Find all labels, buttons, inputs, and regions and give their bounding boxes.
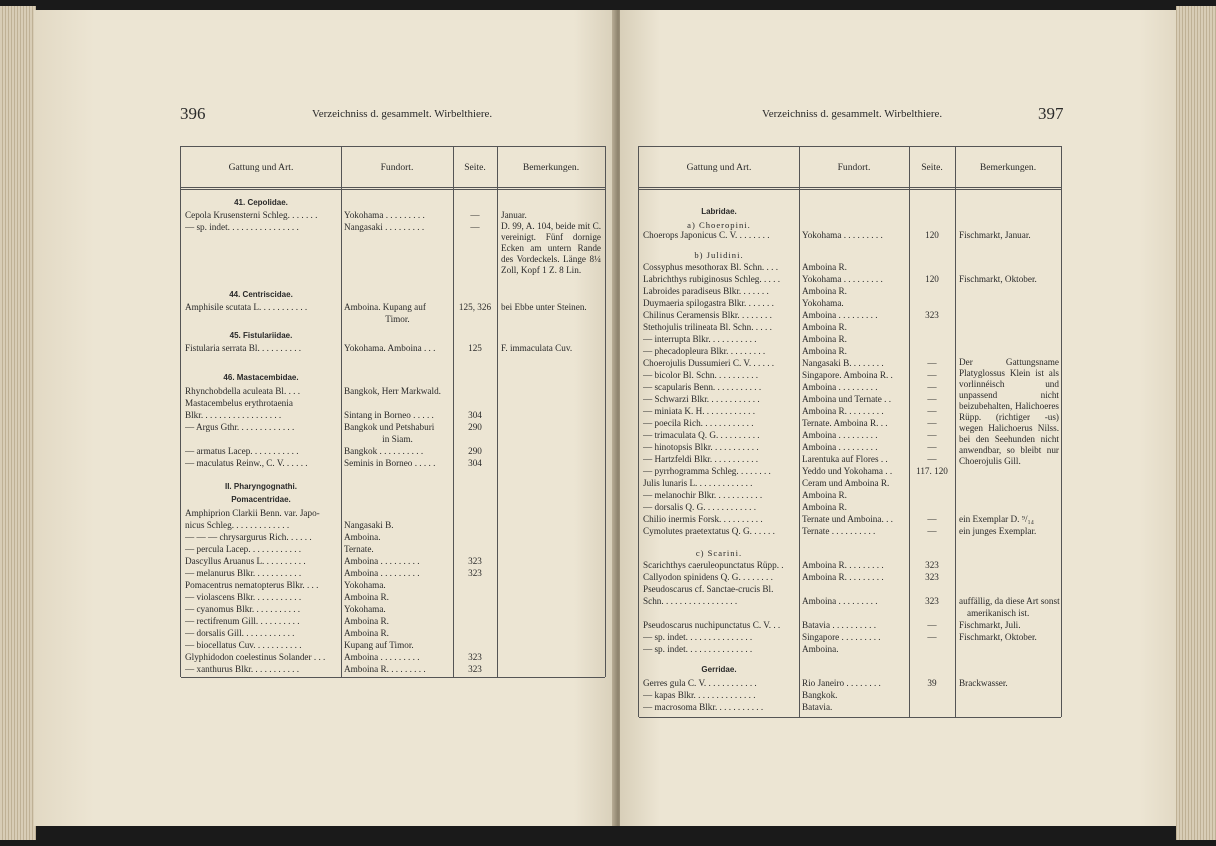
locality-continued: Timor.	[385, 314, 410, 324]
page-reference: —	[927, 382, 937, 392]
species-name: — dorsalis Q. G. . . . . . . . . . . .	[643, 502, 757, 512]
subfamily-heading: a) Choeropini.	[687, 220, 751, 230]
locality: Bangkok . . . . . . . . . .	[344, 446, 424, 456]
column-header: Fundort.	[837, 161, 871, 173]
page-reference: 290	[468, 422, 482, 432]
species-name: — xanthurus Blkr. . . . . . . . . . .	[185, 664, 300, 674]
species-name: — bicolor Bl. Schn. . . . . . . . . .	[643, 370, 759, 380]
page-reference: —	[927, 358, 937, 368]
subfamily-heading: c) Scarini.	[695, 548, 743, 558]
species-name: Mastacembelus erythrotaenia	[185, 398, 293, 408]
locality: Amboina R.	[802, 346, 847, 356]
page-reference: —	[927, 454, 937, 464]
page-reference: 323	[925, 310, 939, 320]
species-name: Pomacentrus nematopterus Blkr. . . .	[185, 580, 319, 590]
family-heading: II. Pharyngognathi.	[224, 482, 297, 491]
species-name: Glyphidodon coelestinus Solander . . .	[185, 652, 326, 662]
page-reference: 304	[468, 410, 482, 420]
species-name: — sp. indet. . . . . . . . . . . . . . . .	[185, 222, 299, 232]
species-name: Cymolutes praetextatus Q. G. . . . . .	[643, 526, 775, 536]
locality: Amboina . . . . . . . . .	[344, 556, 420, 566]
column-rule	[955, 147, 956, 717]
species-name: — miniata K. H. . . . . . . . . . . .	[643, 406, 756, 416]
page-reference: —	[470, 222, 480, 232]
locality: Larentuka auf Flores . .	[802, 454, 888, 464]
subfamily-heading: b) Julidini.	[694, 250, 744, 260]
species-name: — hinotopsis Blkr. . . . . . . . . . .	[643, 442, 759, 452]
species-name: Rhynchobdella aculeata Bl. . . .	[185, 386, 301, 396]
locality: Yokohama.	[344, 604, 386, 614]
page-reference: —	[927, 418, 937, 428]
locality: Amboina R. . . . . . . . .	[802, 572, 884, 582]
species-name: — violascens Blkr. . . . . . . . . . .	[185, 592, 302, 602]
locality: Amboina R.	[802, 322, 847, 332]
page-reference: 323	[468, 568, 482, 578]
page-reference: —	[927, 632, 937, 642]
page-reference: 323	[468, 556, 482, 566]
locality: Amboina . . . . . . . . .	[802, 310, 878, 320]
locality: Amboina . . . . . . . . .	[344, 568, 420, 578]
species-name: Amphiprion Clarkii Benn. var. Japo-	[185, 508, 320, 518]
locality: Bangkok und Petshaburi	[344, 422, 435, 432]
locality: Nangasaki . . . . . . . . .	[344, 222, 425, 232]
locality: Yokohama . . . . . . . . .	[802, 230, 883, 240]
species-name: — — — chrysargurus Rich. . . . . .	[185, 532, 312, 542]
locality: Amboina.	[802, 644, 839, 654]
species-name: nicus Schleg. . . . . . . . . . . . .	[185, 520, 290, 530]
remark: F. immaculata Cuv.	[501, 343, 573, 353]
locality: Nangasaki B.	[344, 520, 394, 530]
species-name: — rectifrenum Gill. . . . . . . . . .	[185, 616, 300, 626]
page-reference: 323	[925, 572, 939, 582]
species-name: Scarichthys caeruleopunctatus Rüpp. .	[643, 560, 784, 570]
locality: Amboina.	[344, 532, 381, 542]
species-name: Pseudoscarus nuchipunctatus C. V. . .	[643, 620, 781, 630]
locality: Seminis in Borneo . . . . .	[344, 458, 436, 468]
family-heading: 45. Fistulariidae.	[229, 331, 293, 340]
page-reference: —	[927, 526, 937, 536]
page-reference: —	[927, 430, 937, 440]
book-edge-right	[1176, 6, 1216, 840]
column-header: Bemerkungen.	[979, 161, 1037, 173]
column-rule	[799, 147, 800, 717]
running-head: Verzeichniss d. gesammelt. Wirbelthiere.	[312, 108, 493, 120]
locality: Amboina . . . . . . . . .	[802, 382, 878, 392]
page-reference: 290	[468, 446, 482, 456]
locality: Amboina R.	[344, 628, 389, 638]
header-rule	[181, 189, 605, 190]
species-name: Blkr. . . . . . . . . . . . . . . . . .	[185, 410, 282, 420]
species-name: — maculatus Reinw., C. V. . . . . .	[185, 458, 308, 468]
species-name: Chilio inermis Forsk. . . . . . . . . .	[643, 514, 763, 524]
species-name: — scapularis Benn. . . . . . . . . . .	[643, 382, 762, 392]
remark: Fischmarkt, Juli.	[959, 620, 1021, 630]
species-name: Duymaeria spilogastra Blkr. . . . . . .	[643, 298, 774, 308]
locality: Yokohama. Amboina . . .	[344, 343, 436, 353]
page-number: 397	[1038, 104, 1064, 123]
species-name: Cossyphus mesothorax Bl. Schn. . . .	[643, 262, 779, 272]
species-name: Choerojulis Dussumieri C. V. . . . . .	[643, 358, 775, 368]
locality: Yeddo und Yokohama . .	[802, 466, 893, 476]
species-name: — macrosoma Blkr. . . . . . . . . . .	[643, 702, 764, 712]
species-name: Chilinus Ceramensis Blkr. . . . . . . .	[643, 310, 772, 320]
species-name: Amphisile scutata L. . . . . . . . . . .	[185, 302, 308, 312]
species-name: — sp. indet. . . . . . . . . . . . . . .	[643, 632, 753, 642]
species-name: — armatus Lacep. . . . . . . . . . .	[185, 446, 299, 456]
species-table	[638, 146, 1062, 717]
remark: bei Ebbe unter Steinen.	[501, 302, 587, 312]
locality-continued: in Siam.	[382, 434, 413, 444]
species-name: — kapas Blkr. . . . . . . . . . . . . .	[643, 690, 756, 700]
species-name: — phecadopleura Blkr. . . . . . . . .	[643, 346, 766, 356]
locality: Sintang in Borneo . . . . .	[344, 410, 434, 420]
remark: ein Exemplar D. ⁹/₁₄	[959, 514, 1034, 524]
species-name: Cepola Krusensterni Schleg. . . . . . .	[185, 210, 318, 220]
family-heading: Pomacentridae.	[231, 495, 291, 504]
species-table	[180, 146, 606, 677]
locality: Rio Janeiro . . . . . . . .	[802, 678, 881, 688]
remark: auffällig, da diese Art sonst	[959, 596, 1060, 606]
locality: Singapore . . . . . . . . .	[802, 632, 881, 642]
page-reference: —	[927, 370, 937, 380]
locality: Amboina R. . . . . . . . .	[802, 560, 884, 570]
column-header: Seite.	[921, 161, 943, 173]
column-header: Seite.	[464, 161, 486, 173]
right-page	[620, 10, 1176, 826]
locality: Yokohama . . . . . . . . .	[802, 274, 883, 284]
locality: Ceram und Amboina R.	[802, 478, 890, 488]
locality: Ternate . . . . . . . . . .	[802, 526, 876, 536]
locality: Yokohama.	[802, 298, 844, 308]
species-name: Schn. . . . . . . . . . . . . . . . .	[643, 596, 738, 606]
species-name: — sp. indet. . . . . . . . . . . . . . .	[643, 644, 753, 654]
column-header: Fundort.	[380, 161, 414, 173]
species-name: — Hartzfeldi Blkr. . . . . . . . . . .	[643, 454, 759, 464]
table-bottom-rule	[639, 717, 1061, 718]
remark: ein junges Exemplar.	[959, 526, 1037, 536]
locality: Amboina R.	[344, 592, 389, 602]
page-reference: 39	[927, 678, 937, 688]
family-heading: Labridae.	[701, 207, 737, 216]
locality: Ternate und Amboina. . .	[802, 514, 893, 524]
page-reference: 125	[468, 343, 482, 353]
family-heading: Gerridae.	[701, 665, 737, 674]
species-name: Labroides paradiseus Blkr. . . . . . .	[643, 286, 769, 296]
species-name: Dascyllus Aruanus L. . . . . . . . . .	[185, 556, 306, 566]
remark: Brackwasser.	[959, 678, 1008, 688]
page-number: 396	[180, 104, 206, 123]
remark: Fischmarkt, Oktober.	[959, 632, 1037, 642]
species-name: Labrichthys rubiginosus Schleg. . . . .	[643, 274, 781, 284]
long-remark: Der Gattungsname Platyglossus Klein ist als vorlinnéisch und unpassend nicht beizubehalten, Halichoeres Rüpp. (richtiger -us) wegen Halichoerus Nilss. bei den Seehunden nicht anwendbar, so bleibt nur Choerojulis Gill.	[959, 357, 1059, 466]
species-name: — poecila Rich. . . . . . . . . . . .	[643, 418, 754, 428]
locality: Amboina R.	[344, 616, 389, 626]
species-name: — melanurus Blkr. . . . . . . . . . .	[185, 568, 302, 578]
locality: Singapore. Amboina R. .	[802, 370, 893, 380]
running-head: Verzeichniss d. gesammelt. Wirbelthiere.	[762, 108, 943, 120]
locality: Nangasaki B. . . . . . . .	[802, 358, 884, 368]
long-remark: D. 99, A. 104, beide mit C. vereinigt. Fünf dornige Ecken am untern Rande des Vordeckels. Länge 8¼ Zoll, Kopf 1 Z. 8 Lin.	[501, 221, 601, 275]
remark: Fischmarkt, Oktober.	[959, 274, 1037, 284]
species-name: — interrupta Blkr. . . . . . . . . . .	[643, 334, 757, 344]
column-header: Gattung und Art.	[686, 161, 752, 173]
page-reference: 323	[468, 652, 482, 662]
species-name: — melanochir Blkr. . . . . . . . . . .	[643, 490, 763, 500]
locality: Amboina . . . . . . . . .	[802, 430, 878, 440]
page-reference: 323	[925, 596, 939, 606]
locality: Ternate.	[344, 544, 374, 554]
species-name: — pyrrhogramma Schleg. . . . . . . .	[643, 466, 771, 476]
species-name: — cyanomus Blkr. . . . . . . . . . .	[185, 604, 301, 614]
locality: Amboina. Kupang auf	[344, 302, 426, 312]
page-reference: 125, 326	[458, 302, 492, 312]
table-bottom-rule	[181, 677, 605, 678]
page-reference: —	[927, 406, 937, 416]
header-rule	[639, 189, 1061, 190]
species-name: Choerops Japonicus C. V. . . . . . . .	[643, 230, 770, 240]
page-reference: 120	[925, 230, 939, 240]
remark: Fischmarkt, Januar.	[959, 230, 1031, 240]
species-name: — percula Lacep. . . . . . . . . . . .	[185, 544, 302, 554]
locality: Bangkok.	[802, 690, 838, 700]
locality: Ternate. Amboina R. . .	[802, 418, 888, 428]
locality: Amboina R.	[802, 262, 847, 272]
column-rule	[341, 147, 342, 677]
locality: Bangkok, Herr Markwald.	[344, 386, 441, 396]
locality: Yokohama.	[344, 580, 386, 590]
remark: Januar.	[501, 210, 527, 220]
page-reference: —	[470, 210, 480, 220]
left-page	[34, 10, 616, 826]
page-reference: 323	[468, 664, 482, 674]
book-edge-left	[0, 6, 36, 840]
species-name: Callyodon spinidens Q. G. . . . . . . .	[643, 572, 773, 582]
locality: Amboina . . . . . . . . .	[802, 442, 878, 452]
family-heading: 41. Cepolidae.	[234, 198, 288, 207]
remark-continued: amerikanisch ist.	[967, 608, 1030, 618]
page-reference: —	[927, 620, 937, 630]
locality: Amboina . . . . . . . . .	[802, 596, 878, 606]
page-reference: —	[927, 442, 937, 452]
locality: Amboina R.	[802, 334, 847, 344]
species-name: — dorsalis Gill. . . . . . . . . . . .	[185, 628, 295, 638]
column-rule	[497, 147, 498, 677]
locality: Amboina R.	[802, 490, 847, 500]
column-header: Gattung und Art.	[228, 161, 294, 173]
locality: Yokohama . . . . . . . . .	[344, 210, 425, 220]
locality: Amboina und Ternate . .	[802, 394, 891, 404]
species-name: Fistularia serrata Bl. . . . . . . . . .	[185, 343, 302, 353]
column-header: Bemerkungen.	[522, 161, 580, 173]
table-header	[639, 147, 1061, 188]
page-reference: 304	[468, 458, 482, 468]
species-name: — Schwarzi Blkr. . . . . . . . . . . .	[643, 394, 760, 404]
locality: Amboina R. . . . . . . . .	[344, 664, 426, 674]
species-name: — Argus Gthr. . . . . . . . . . . . .	[185, 422, 295, 432]
page-reference: 117. 120	[916, 466, 948, 476]
species-name: Stethojulis trilineata Bl. Schn. . . . .	[643, 322, 772, 332]
species-name: Julis lunaris L. . . . . . . . . . . . .	[643, 478, 753, 488]
species-name: Gerres gula C. V. . . . . . . . . . . .	[643, 678, 757, 688]
species-name: Pseudoscarus cf. Sanctae-crucis Bl.	[643, 584, 774, 594]
locality: Kupang auf Timor.	[344, 640, 414, 650]
page-reference: —	[927, 514, 937, 524]
page-reference: —	[927, 394, 937, 404]
family-heading: 46. Mastacembidae.	[223, 373, 299, 382]
locality: Amboina R. . . . . . . . .	[802, 406, 884, 416]
family-heading: 44. Centriscidae.	[229, 290, 293, 299]
locality: Batavia . . . . . . . . . .	[802, 620, 876, 630]
species-name: — trimaculata Q. G. . . . . . . . . .	[643, 430, 760, 440]
locality: Amboina . . . . . . . . .	[344, 652, 420, 662]
species-name: — biocellatus Cuv. . . . . . . . . . .	[185, 640, 302, 650]
page-reference: 120	[925, 274, 939, 284]
page-reference: 323	[925, 560, 939, 570]
locality: Amboina R.	[802, 286, 847, 296]
locality: Batavia.	[802, 702, 833, 712]
locality: Amboina R.	[802, 502, 847, 512]
table-header	[181, 147, 605, 188]
